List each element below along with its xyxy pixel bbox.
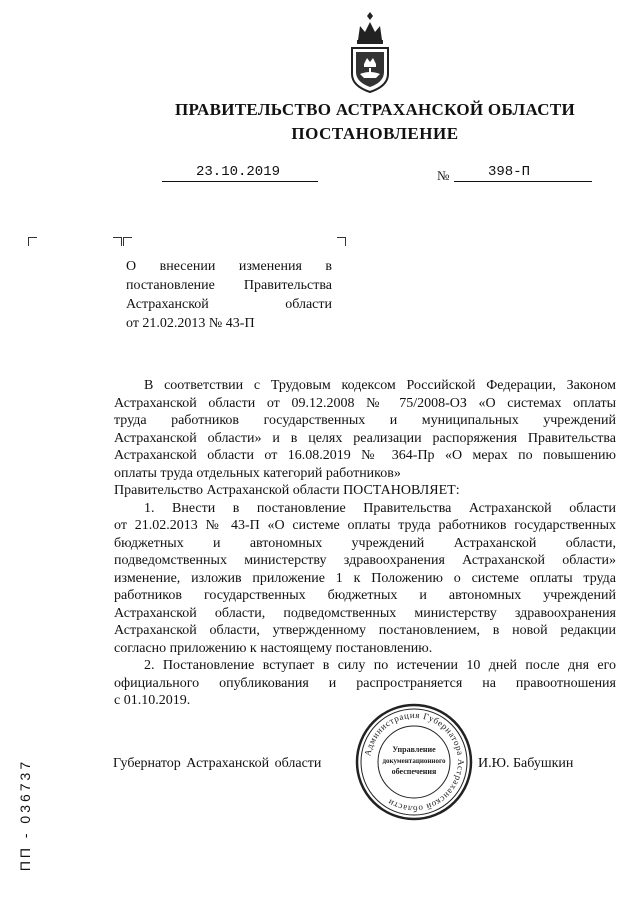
document-subject (126, 257, 332, 333)
seal-center-line: обеспечения (391, 767, 437, 776)
seal-ring-text: Администрация Губернатора Астраханской области (362, 709, 467, 815)
document-date: 23.10.2019 (196, 164, 281, 180)
item1-line: подведомственных министерству здравоохранения Астраханской области» (114, 553, 616, 568)
subject-line: Астраханской области (126, 297, 332, 312)
item2-line: с 01.10.2019. (114, 693, 191, 708)
document-type: ПОСТАНОВЛЕНИЕ (291, 124, 459, 143)
document-number: 398-П (488, 164, 531, 180)
item1-line: согласно приложению к настоящему постановлению. (114, 640, 433, 656)
item1-line: бюджетных и автономных учреждений Астраханской области, (114, 535, 616, 551)
subject-line: О внесении изменения в (126, 259, 332, 274)
official-seal (354, 702, 474, 822)
number-underline (454, 181, 592, 182)
seal-center-line: документационного (382, 757, 446, 765)
document-body (114, 377, 616, 710)
item1-line: 1. Внести в постановление Правительства Астраханской области (144, 500, 616, 516)
subject-bracket-close (337, 237, 346, 246)
coat-of-arms-emblem (346, 10, 394, 94)
subject-line: постановление Правительства (126, 278, 332, 293)
form-serial-number (10, 740, 40, 890)
number-sign: № (437, 168, 450, 183)
corner-mark-left (28, 237, 37, 246)
item1-line: изменение, изложив приложение 1 к Положению о системе оплаты труда (114, 570, 616, 586)
item1-line: от 21.02.2013 № 43-П «О системе оплаты труда работников государственных (114, 518, 616, 533)
item2-line: 2. Постановление вступает в силу по истечении 10 дней после дня его (144, 658, 616, 673)
subject-bracket-open (123, 237, 132, 246)
item1-line: Астраханской области, утвержденному постановлением, в новой редакции (114, 623, 616, 638)
government-title: ПРАВИТЕЛЬСТВО АСТРАХАНСКОЙ ОБЛАСТИ (175, 100, 575, 119)
signatory-position: Губернатор Астраханской области (113, 756, 322, 771)
item1-line: Астраханской области, подведомственных министерству здравоохранения (114, 605, 616, 621)
preamble-line: Астраханской области от 16.08.2019 № 364-Пр «О мерах по повышению (114, 448, 616, 463)
signatory-name: И.Ю. Бабушкин (478, 756, 574, 771)
seal-center-line: Управление (392, 745, 436, 754)
subject-bracket-open (113, 237, 122, 246)
subject-line: от 21.02.2013 № 43-П (126, 316, 255, 331)
preamble-line: труда работников государственных и муниципальных учреждений (114, 413, 616, 428)
item1-line: работников государственных бюджетных и автономных учреждений (114, 588, 616, 603)
date-underline (162, 181, 318, 182)
preamble-line: В соответствии с Трудовым кодексом Российской Федерации, Законом (144, 378, 616, 393)
preamble-line: Астраханской области» и в целях реализации распоряжения Правительства (114, 430, 616, 446)
preamble-line: оплаты труда отдельных категорий работников» (114, 465, 401, 481)
resolves-line: Правительство Астраханской области ПОСТАНОВЛЯЕТ: (114, 483, 460, 498)
item2-line: официального опубликования и распространяется на правоотношения (114, 675, 616, 691)
serial-text: ПП - 036737 (17, 758, 33, 872)
preamble-line: Астраханской области от 09.12.2008 № 75/2008-ОЗ «О системах оплаты (114, 395, 616, 411)
